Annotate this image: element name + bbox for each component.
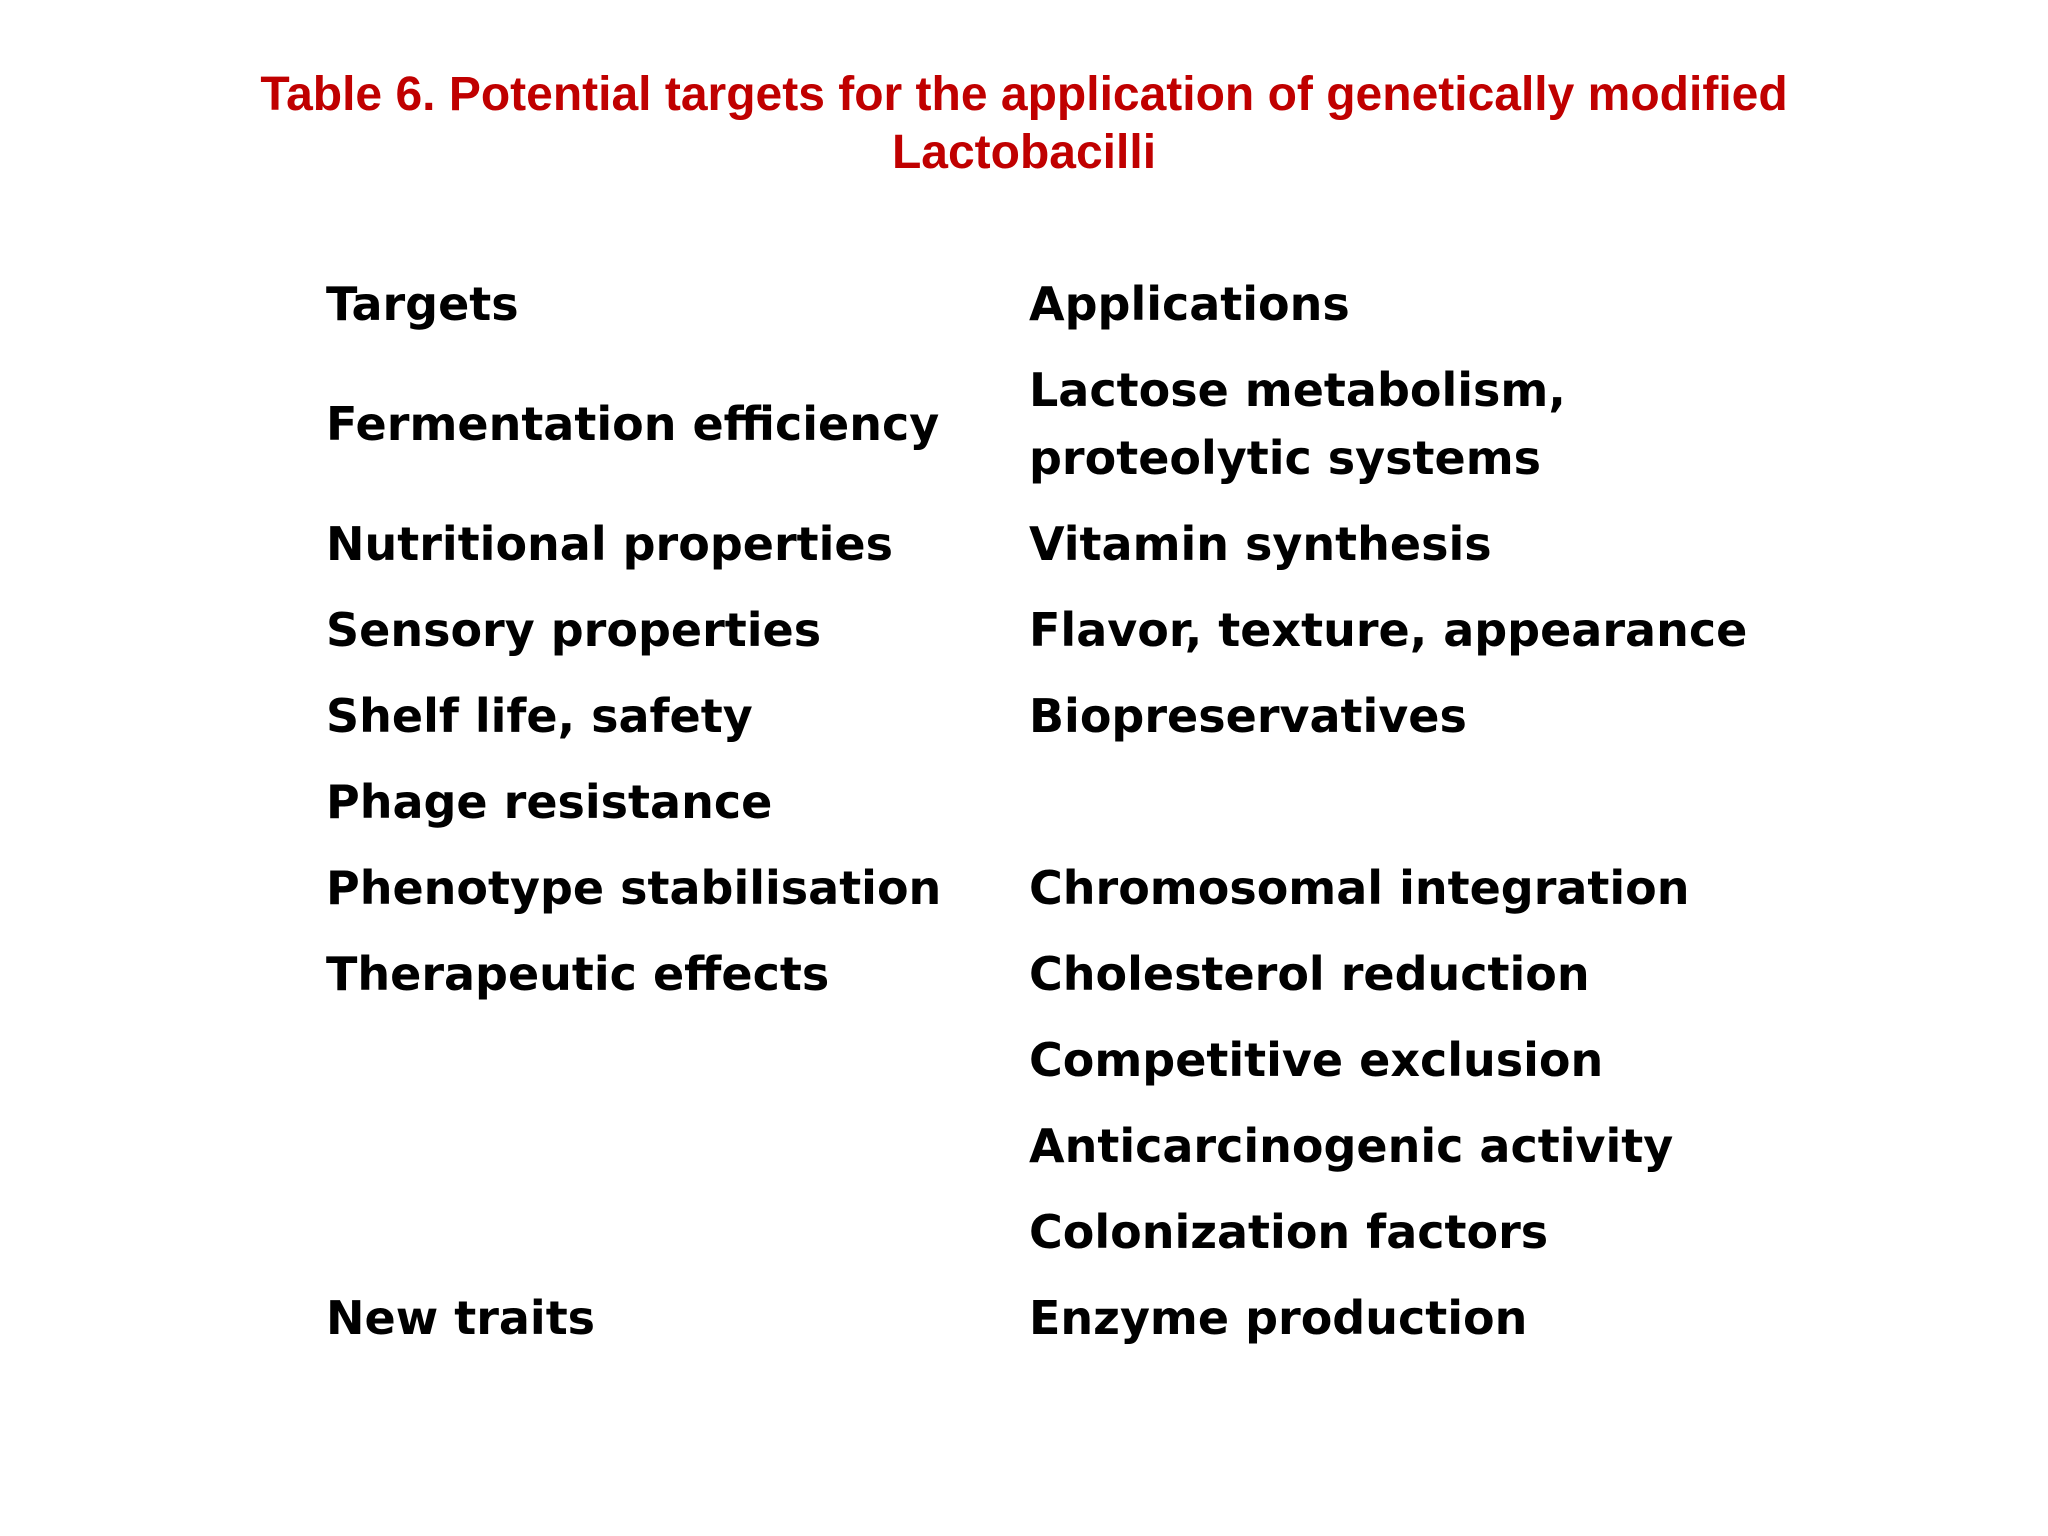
target-cell: Therapeutic effects: [326, 947, 830, 1001]
application-cell: Flavor, texture, appearance: [1029, 603, 1748, 657]
application-line: Lactose metabolism,: [1029, 363, 1566, 417]
target-cell: [326, 1112, 1029, 1180]
header-targets: Targets: [326, 277, 519, 331]
target-cell: Sensory properties: [326, 603, 822, 657]
application-cell: Enzyme production: [1029, 1291, 1528, 1345]
page-title: [0, 66, 2048, 182]
application-cell: Anticarcinogenic activity: [1029, 1119, 1674, 1173]
table-row: [326, 1112, 1826, 1180]
target-cell: Phenotype stabilisation: [326, 861, 942, 915]
title-line-2: Lactobacilli: [891, 126, 1157, 179]
application-cell: Biopreservatives: [1029, 689, 1467, 743]
application-cell: Vitamin synthesis: [1029, 517, 1492, 571]
application-cell: Cholesterol reduction: [1029, 947, 1590, 1001]
application-cell: [1029, 768, 1826, 836]
application-line: proteolytic systems: [1029, 431, 1542, 485]
targets-table: [326, 270, 1826, 1370]
application-cell: Colonization factors: [1029, 1205, 1549, 1259]
target-cell: New traits: [326, 1291, 596, 1345]
table-row: [326, 510, 1826, 578]
application-cell: Chromosomal integration: [1029, 861, 1690, 915]
target-cell: Fermentation efficiency: [326, 397, 940, 451]
table-row: [326, 1198, 1826, 1266]
application-cell: [1029, 356, 1826, 492]
header-applications: Applications: [1029, 277, 1350, 331]
table-row: [326, 596, 1826, 664]
table-row: [326, 940, 1826, 1008]
application-cell: Competitive exclusion: [1029, 1033, 1604, 1087]
target-cell: Phage resistance: [326, 775, 773, 829]
table-row: [326, 682, 1826, 750]
table-row: [326, 768, 1826, 836]
table-row: [326, 1026, 1826, 1094]
target-cell: [326, 1198, 1029, 1266]
target-cell: [326, 1026, 1029, 1094]
table-row: [326, 854, 1826, 922]
table-row: [326, 356, 1826, 492]
target-cell: Shelf life, safety: [326, 689, 753, 743]
title-line-1: Table 6. Potential targets for the application of genetically modified: [260, 68, 1788, 121]
target-cell: Nutritional properties: [326, 517, 893, 571]
table-row: [326, 1284, 1826, 1352]
table-header-row: [326, 270, 1826, 338]
